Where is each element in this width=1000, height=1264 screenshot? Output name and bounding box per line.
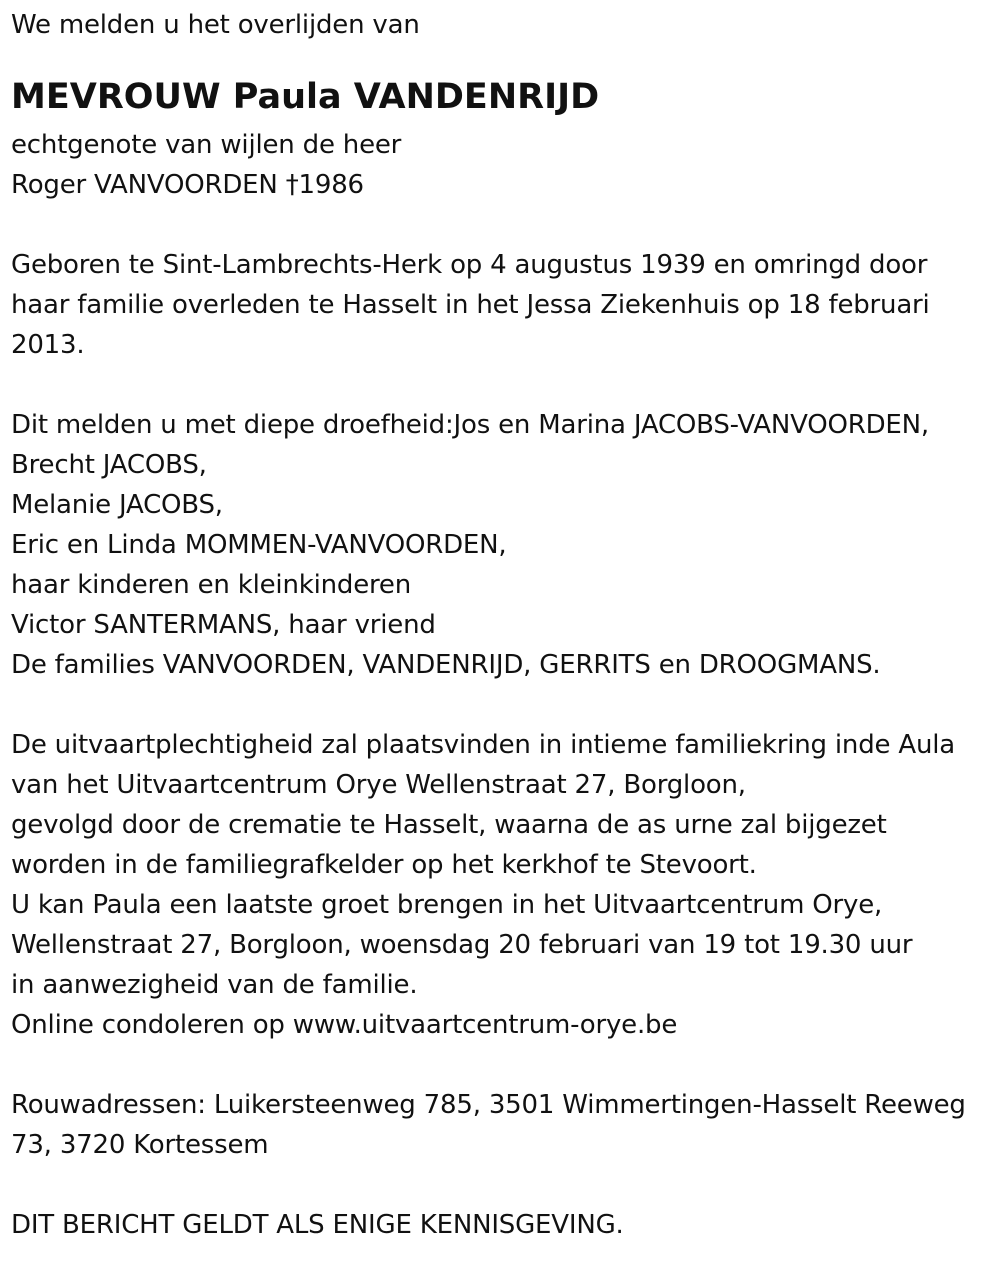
- mourner-line: Eric en Linda MOMMEN-VANVOORDEN,: [11, 530, 507, 560]
- spacer: [11, 205, 996, 245]
- closing-notice: DIT BERICHT GELDT ALS ENIGE KENNISGEVING.: [11, 1210, 624, 1240]
- spacer: [11, 365, 996, 405]
- ceremony-line: van het Uitvaartcentrum Orye Wellenstraat 27, Borgloon,: [11, 770, 746, 800]
- spacer: [11, 45, 996, 69]
- intro-text: We melden u het overlijden van: [11, 10, 420, 40]
- mourner-line: Dit melden u met diepe droefheid:Jos en Marina JACOBS-VANVOORDEN,: [11, 410, 929, 440]
- condolence-link-line: Online condoleren op www.uitvaartcentrum-orye.be: [11, 1010, 678, 1040]
- death-notice: [11, 5, 996, 1245]
- mourner-line: Brecht JACOBS,: [11, 450, 207, 480]
- ceremony-line: Wellenstraat 27, Borgloon, woensdag 20 februari van 19 tot 19.30 uur: [11, 930, 913, 960]
- birth-death-line: 2013.: [11, 330, 85, 360]
- spouse-line-1: echtgenote van wijlen de heer: [11, 130, 402, 160]
- birth-death-line: haar familie overleden te Hasselt in het Jessa Ziekenhuis op 18 februari: [11, 290, 930, 320]
- spacer: [11, 685, 996, 725]
- mourner-line: De families VANVOORDEN, VANDENRIJD, GERRITS en DROOGMANS.: [11, 650, 881, 680]
- address-line: 73, 3720 Kortessem: [11, 1130, 269, 1160]
- ceremony-line: worden in de familiegrafkelder op het kerkhof te Stevoort.: [11, 850, 757, 880]
- ceremony-line: gevolgd door de crematie te Hasselt, waarna de as urne zal bijgezet: [11, 810, 887, 840]
- spacer: [11, 1045, 996, 1085]
- ceremony-line: De uitvaartplechtigheid zal plaatsvinden in intieme familiekring inde Aula: [11, 730, 955, 760]
- birth-death-line: Geboren te Sint-Lambrechts-Herk op 4 augustus 1939 en omringd door: [11, 250, 928, 280]
- ceremony-line: in aanwezigheid van de familie.: [11, 970, 418, 1000]
- spacer: [11, 1165, 996, 1205]
- address-line: Rouwadressen: Luikersteenweg 785, 3501 Wimmertingen-Hasselt Reeweg: [11, 1090, 966, 1120]
- mourner-line: haar kinderen en kleinkinderen: [11, 570, 411, 600]
- deceased-name: MEVROUW Paula VANDENRIJD: [11, 77, 600, 117]
- spouse-line-2: Roger VANVOORDEN †1986: [11, 170, 364, 200]
- ceremony-line: U kan Paula een laatste groet brengen in het Uitvaartcentrum Orye,: [11, 890, 883, 920]
- mourner-line: Victor SANTERMANS, haar vriend: [11, 610, 436, 640]
- mourner-line: Melanie JACOBS,: [11, 490, 223, 520]
